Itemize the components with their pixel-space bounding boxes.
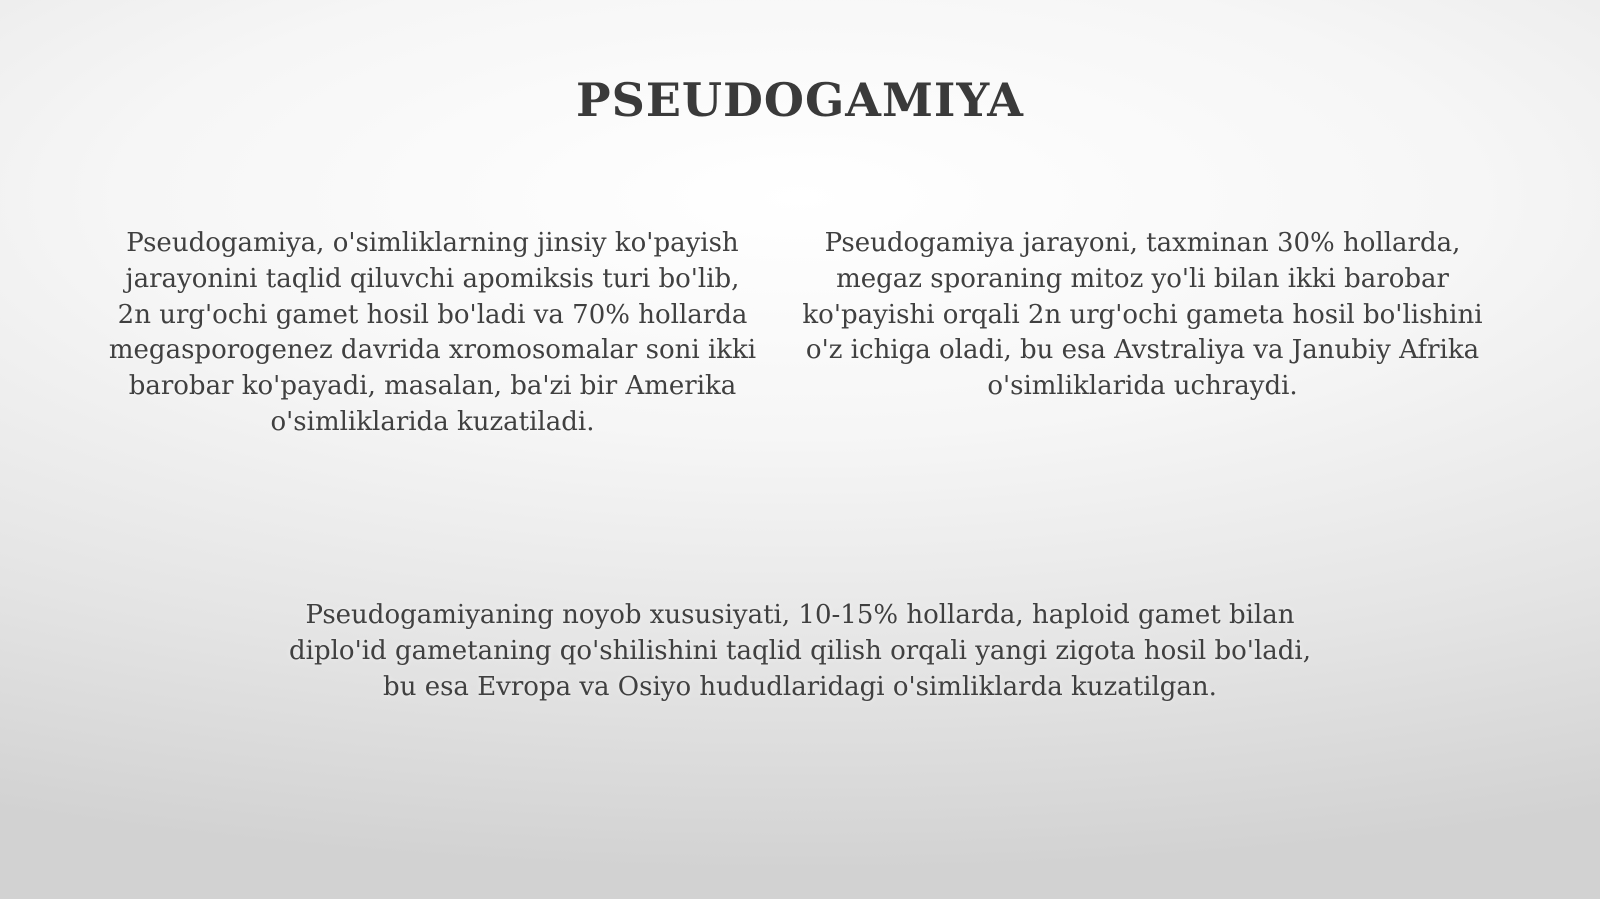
slide-title: PSEUDOGAMIYA [576, 73, 1024, 127]
text-block-bottom: Pseudogamiyaning noyob xususiyati, 10-15% hollarda, haploid gamet bilan diplo'id gametaning qo'shilishini taqlid qilish orqali yangi zigota hosil bo'ladi, bu esa Evropa va Osiyo hududlaridagi o'simliklarda kuzatilgan. [289, 600, 1311, 702]
text-block-left: Pseudogamiya, o'simliklarning jinsiy ko'payish jarayonini taqlid qiluvchi apomiksis turi bo'lib, 2n urg'ochi gamet hosil bo'ladi va 70% hollarda megasporogenez davrida xromosomalar soni ikki barobar ko'payadi, masalan, ba'zi bir Amerika o'simliklarida kuzatiladi. [108, 228, 757, 437]
text-block-right: Pseudogamiya jarayoni, taxminan 30% hollarda, megaz sporaning mitoz yo'li bilan ikki barobar ko'payishi orqali 2n urg'ochi gameta hosil bo'lishini o'z ichiga oladi, bu esa Avstraliya va Janubiy Afrika o'simliklarida uchraydi. [802, 228, 1483, 402]
